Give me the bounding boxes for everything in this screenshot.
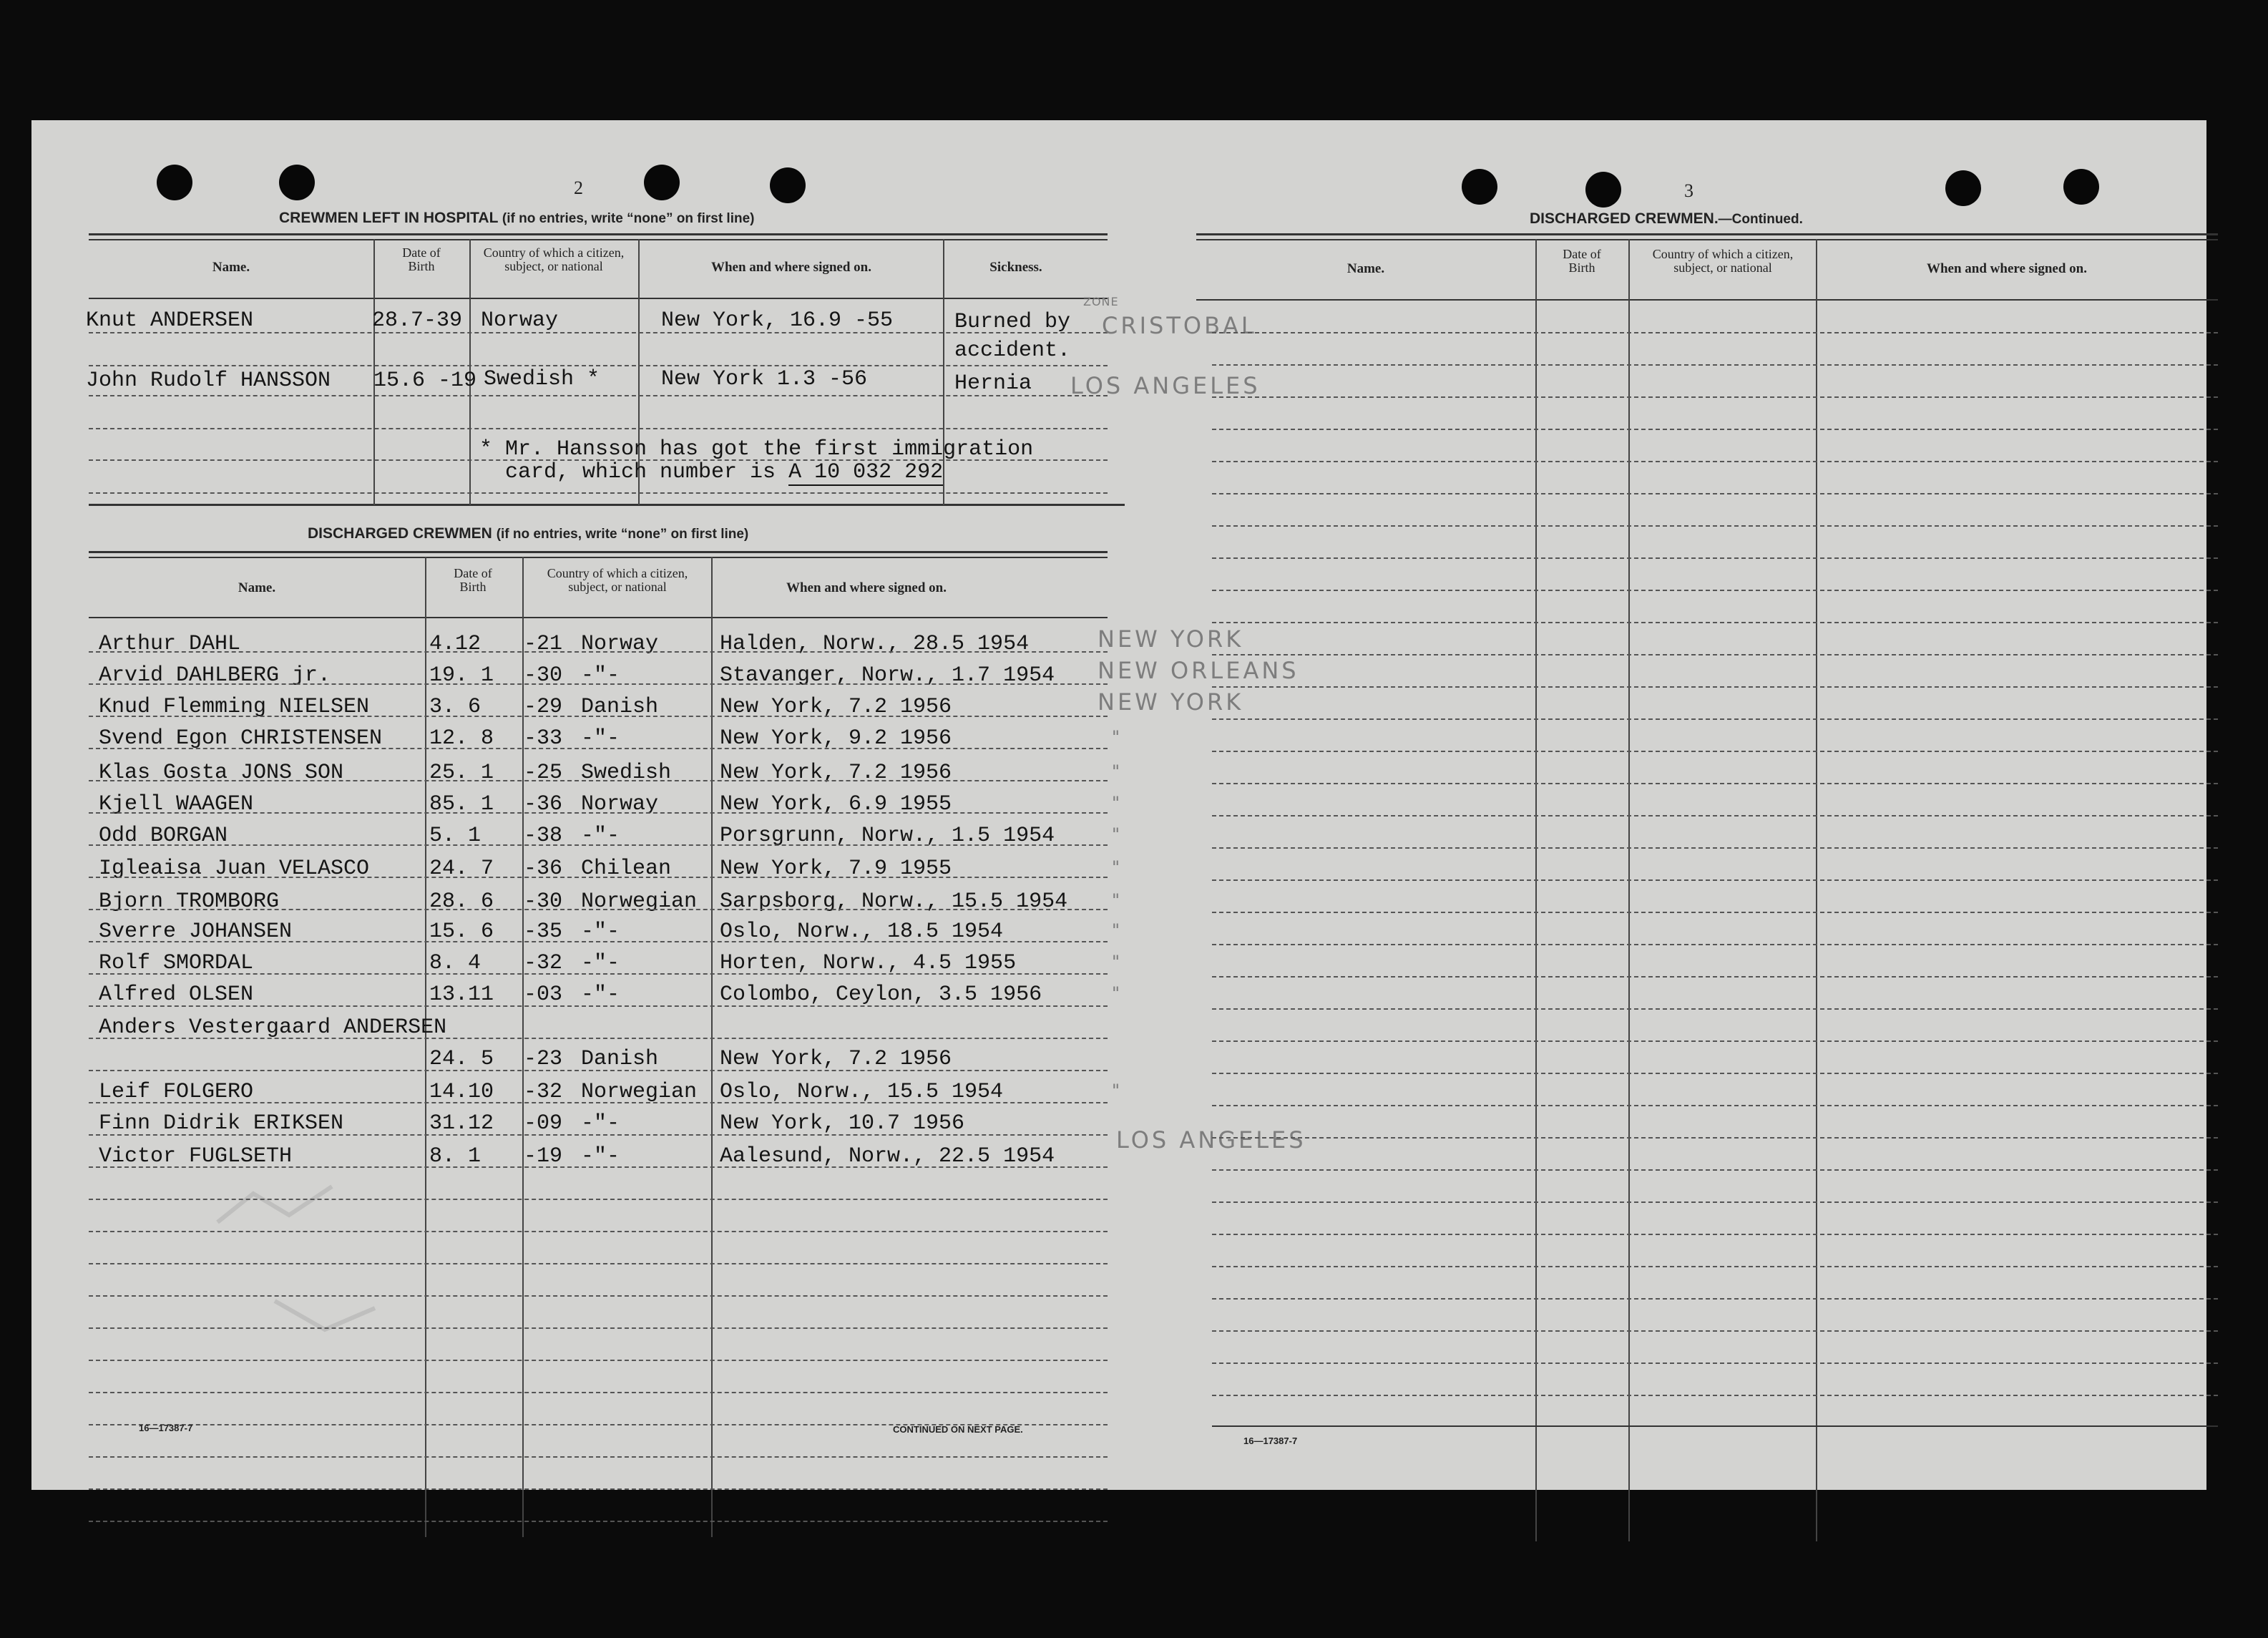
dotted-rule <box>1212 1105 2218 1106</box>
country: -"- <box>581 983 620 1007</box>
country: -"- <box>581 951 620 975</box>
column-divider <box>711 557 713 1537</box>
rule <box>89 504 1125 506</box>
date-of-birth-day-month: 25. 1 <box>429 761 494 785</box>
dotted-rule <box>1212 1008 2218 1010</box>
footnote-text: card, which number is <box>505 460 789 484</box>
crew-name: Bjorn TROMBORG <box>99 889 280 914</box>
rule <box>89 557 1108 558</box>
date-of-birth-day-month: 24. 5 <box>429 1047 494 1071</box>
header-name: Name. <box>238 580 276 595</box>
dotted-rule <box>1212 944 2218 945</box>
handwritten-port-note: NEW YORK <box>1098 625 1244 653</box>
crew-name: Alfred OLSEN <box>99 983 254 1007</box>
faded-stamp-mark <box>210 1179 339 1237</box>
rule <box>89 233 1108 235</box>
date-of-birth-day-month: 85. 1 <box>429 792 494 816</box>
punch-hole <box>157 165 192 200</box>
dotted-rule <box>1212 654 2218 655</box>
form-number: 16—17387-7 <box>139 1423 193 1433</box>
punch-hole <box>644 165 680 200</box>
handwritten-port-note: LOS ANGELES <box>1070 372 1261 399</box>
dotted-rule <box>1212 1362 2218 1364</box>
discharged-section-title <box>308 525 748 542</box>
punch-hole <box>279 165 315 200</box>
signed-on: New York, 7.2 1956 <box>720 695 952 719</box>
rule <box>89 551 1108 553</box>
immigration-card-number: A 10 032 292 <box>788 460 944 484</box>
rule <box>1212 1425 2218 1427</box>
crew-name: Finn Didrik ERIKSEN <box>99 1111 344 1136</box>
dotted-rule <box>1212 429 2218 430</box>
header-name: Name. <box>1346 261 1385 276</box>
dotted-rule <box>89 1295 1108 1297</box>
right-page-number: 3 <box>1684 180 1693 201</box>
dotted-rule <box>89 683 1108 685</box>
country: Swedish * <box>484 367 600 391</box>
crew-name: Arthur DAHL <box>99 632 241 656</box>
date-of-birth-year: -36 <box>524 857 563 881</box>
date-of-birth-year: -25 <box>524 761 563 785</box>
dotted-rule <box>89 651 1108 653</box>
country: -"- <box>581 824 620 848</box>
crew-name: Victor FUGLSETH <box>99 1144 293 1169</box>
faded-stamp-mark <box>268 1287 396 1344</box>
handwritten-port-note: " <box>1112 1081 1123 1101</box>
dotted-rule <box>1212 1201 2218 1203</box>
handwritten-port-note: " <box>1112 761 1123 781</box>
punch-hole <box>1945 170 1981 206</box>
sickness: Hernia <box>954 371 1032 396</box>
dotted-rule <box>1212 847 2218 849</box>
handwritten-port-note: NEW YORK <box>1098 688 1244 716</box>
date-of-birth-year: -19 <box>524 1144 563 1169</box>
dotted-rule <box>1212 912 2218 913</box>
dotted-rule <box>1212 493 2218 494</box>
date-of-birth-day-month: 31.12 <box>429 1111 494 1136</box>
country: Norway <box>581 792 659 816</box>
signed-on: New York, 6.9 1955 <box>720 792 952 816</box>
sickness: Burned by <box>954 310 1071 334</box>
dotted-rule <box>1212 1266 2218 1267</box>
column-divider <box>943 239 944 505</box>
handwritten-port-note: " <box>1112 952 1123 972</box>
signed-on: Aalesund, Norw., 22.5 1954 <box>720 1144 1055 1169</box>
country: -"- <box>581 1144 620 1169</box>
header-country: Country of which a citizen, subject, or national <box>483 245 625 273</box>
dotted-rule <box>89 1166 1108 1168</box>
date-of-birth-day-month: 12. 8 <box>429 726 494 751</box>
signed-on: Colombo, Ceylon, 3.5 1956 <box>720 983 1042 1007</box>
crew-name: Leif FOLGERO <box>99 1080 254 1104</box>
country: -"- <box>581 663 620 688</box>
dotted-rule <box>1212 525 2218 527</box>
rule <box>1196 299 2218 301</box>
date-of-birth-year: -30 <box>524 663 563 688</box>
signed-on: Halden, Norw., 28.5 1954 <box>720 632 1030 656</box>
signed-on: Porsgrunn, Norw., 1.5 1954 <box>720 824 1055 848</box>
dotted-rule <box>89 1488 1108 1490</box>
dotted-rule <box>1212 976 2218 978</box>
hospital-title-instruction: (if no entries, write “none” on first line) <box>502 211 755 226</box>
dotted-rule <box>1212 364 2218 366</box>
dotted-rule <box>89 492 1108 494</box>
country: Norwegian <box>581 889 698 914</box>
country: -"- <box>581 1111 620 1136</box>
dotted-rule <box>89 1327 1108 1329</box>
dotted-rule <box>89 1360 1108 1361</box>
country: Norwegian <box>581 1080 698 1104</box>
country: Danish <box>581 695 659 719</box>
country: Swedish <box>581 761 672 785</box>
date-of-birth-year: -38 <box>524 824 563 848</box>
crew-name: Rolf SMORDAL <box>99 951 254 975</box>
dotted-rule <box>1212 1395 2218 1396</box>
dotted-rule <box>89 812 1108 814</box>
rule <box>89 617 1108 618</box>
header-signed: When and where signed on. <box>786 580 947 595</box>
handwritten-port-note: " <box>1112 824 1123 844</box>
header-dob: Date of Birth <box>402 245 441 273</box>
date-of-birth-day-month: 24. 7 <box>429 857 494 881</box>
signed-on: Horten, Norw., 4.5 1955 <box>720 951 1017 975</box>
sickness-continued: accident. <box>954 338 1071 363</box>
signed-on: Oslo, Norw., 15.5 1954 <box>720 1080 1004 1104</box>
dotted-rule <box>1212 1073 2218 1074</box>
header-dob: Date of Birth <box>1563 247 1601 275</box>
date-of-birth-day-month: 15. 6 <box>429 920 494 944</box>
date-of-birth-year: -36 <box>524 792 563 816</box>
date-of-birth-day-month: 28. 6 <box>429 889 494 914</box>
signed-on: New York, 9.2 1956 <box>720 726 952 751</box>
discharged-title-instruction: (if no entries, write “none” on first line) <box>496 527 749 542</box>
hospital-title-text: CREWMEN LEFT IN HOSPITAL <box>279 210 499 226</box>
header-signed: When and where signed on. <box>710 260 871 275</box>
date-of-birth-year: -32 <box>524 951 563 975</box>
dotted-rule <box>89 1070 1108 1071</box>
dotted-rule <box>89 748 1108 749</box>
date-of-birth-year: -03 <box>524 983 563 1007</box>
dotted-rule <box>1212 879 2218 881</box>
dotted-rule <box>89 1263 1108 1264</box>
dotted-rule <box>89 1521 1108 1522</box>
date-of-birth-day-month: 8. 1 <box>429 1144 482 1169</box>
country: -"- <box>581 920 620 944</box>
dotted-rule <box>1212 815 2218 816</box>
dotted-rule <box>89 716 1108 717</box>
dotted-rule <box>1212 461 2218 462</box>
handwritten-port-note: CRISTOBAL <box>1102 312 1257 339</box>
date-of-birth-year: -21 <box>524 632 563 656</box>
date-of-birth-day-month: 14.10 <box>429 1080 494 1104</box>
dotted-rule <box>89 1038 1108 1039</box>
signed-on: New York, 7.9 1955 <box>720 857 952 881</box>
date-of-birth-year: -35 <box>524 920 563 944</box>
handwritten-port-note: NEW ORLEANS <box>1098 657 1299 684</box>
date-of-birth-year: -30 <box>524 889 563 914</box>
dotted-rule <box>1212 1298 2218 1300</box>
signed-on: New York, 16.9 -55 <box>661 308 894 333</box>
date-of-birth-year: -09 <box>524 1111 563 1136</box>
footnote-line-1: * Mr. Hansson has got the first immigration <box>479 437 1034 462</box>
dotted-rule <box>89 877 1108 878</box>
date-of-birth-year: -29 <box>524 695 563 719</box>
country: Norway <box>581 632 659 656</box>
date-of-birth-year: -23 <box>524 1047 563 1071</box>
right-section-title <box>1530 210 1803 228</box>
signed-on: Oslo, Norw., 18.5 1954 <box>720 920 1004 944</box>
signed-on: New York, 10.7 1956 <box>720 1111 965 1136</box>
crew-name: Arvid DAHLBERG jr. <box>99 663 331 688</box>
date-of-birth-year: -32 <box>524 1080 563 1104</box>
footnote-line-2 <box>505 461 943 484</box>
crew-name: Knut ANDERSEN <box>86 308 254 333</box>
handwritten-note-small: ZONE <box>1083 295 1119 308</box>
dotted-rule <box>89 1392 1108 1393</box>
signed-on: Stavanger, Norw., 1.7 1954 <box>720 663 1055 688</box>
dotted-rule <box>89 973 1108 975</box>
dotted-rule <box>89 844 1108 846</box>
crew-name: Sverre JOHANSEN <box>99 920 293 944</box>
handwritten-port-note: " <box>1112 793 1123 813</box>
continued-note: CONTINUED ON NEXT PAGE. <box>893 1424 1023 1435</box>
date-of-birth: 15.6 -19 <box>373 369 477 393</box>
crew-name: Knud Flemming NIELSEN <box>99 695 370 719</box>
dotted-rule <box>89 1134 1108 1136</box>
column-divider <box>1535 239 1537 1541</box>
dotted-rule <box>1212 557 2218 559</box>
date-of-birth-day-month: 3. 6 <box>429 695 482 719</box>
dotted-rule <box>1212 590 2218 591</box>
country: Danish <box>581 1047 659 1071</box>
column-divider <box>1628 239 1630 1541</box>
right-title-suffix: —Continued. <box>1718 212 1803 227</box>
handwritten-port-note: " <box>1112 727 1123 747</box>
signed-on: New York, 7.2 1956 <box>720 1047 952 1071</box>
punch-hole <box>2063 169 2099 205</box>
handwritten-port-note: " <box>1112 890 1123 910</box>
dotted-rule <box>1212 622 2218 623</box>
dotted-rule <box>89 365 1108 366</box>
country: Chilean <box>581 857 672 881</box>
right-title-text: DISCHARGED CREWMEN. <box>1530 210 1719 227</box>
dotted-rule <box>89 1005 1108 1007</box>
crew-name: Klas Gosta JONS SON <box>99 761 344 785</box>
dotted-rule <box>1212 686 2218 688</box>
dotted-rule <box>1212 1137 2218 1139</box>
signed-on: New York, 7.2 1956 <box>720 761 952 785</box>
dotted-rule <box>1212 1330 2218 1332</box>
crew-name: Svend Egon CHRISTENSEN <box>99 726 383 751</box>
document-sheet <box>31 120 2206 1490</box>
hospital-section-title <box>279 210 754 227</box>
header-signed: When and where signed on. <box>1926 261 2087 276</box>
left-page-number: 2 <box>574 177 583 198</box>
signed-on: New York 1.3 -56 <box>661 367 868 391</box>
crew-name: Anders Vestergaard ANDERSEN <box>99 1015 447 1040</box>
dotted-rule <box>89 428 1108 429</box>
rule <box>89 298 1108 299</box>
dotted-rule <box>1212 751 2218 752</box>
dotted-rule <box>89 909 1108 910</box>
rule <box>1196 239 2218 240</box>
punch-hole <box>1585 172 1621 208</box>
dotted-rule <box>1212 1040 2218 1042</box>
dotted-rule <box>89 1102 1108 1103</box>
punch-hole <box>1462 169 1497 205</box>
header-country: Country of which a citizen, subject, or national <box>547 566 688 594</box>
dotted-rule <box>1212 396 2218 398</box>
dotted-rule <box>1212 1234 2218 1235</box>
dotted-rule <box>89 941 1108 942</box>
dotted-rule <box>1212 332 2218 333</box>
header-name: Name. <box>212 260 250 275</box>
dotted-rule <box>1212 1169 2218 1171</box>
dotted-rule <box>1212 718 2218 720</box>
date-of-birth-day-month: 5. 1 <box>429 824 482 848</box>
crew-name: Igleaisa Juan VELASCO <box>99 857 370 881</box>
handwritten-port-note: " <box>1112 983 1123 1003</box>
header-dob: Date of Birth <box>454 566 492 594</box>
discharged-title-text: DISCHARGED CREWMEN <box>308 525 492 542</box>
crew-name: John Rudolf HANSSON <box>86 369 331 393</box>
date-of-birth-day-month: 19. 1 <box>429 663 494 688</box>
date-of-birth-day-month: 8. 4 <box>429 951 482 975</box>
crew-name: Kjell WAAGEN <box>99 792 254 816</box>
column-divider <box>1816 239 1817 1541</box>
header-country: Country of which a citizen, subject, or national <box>1652 247 1794 275</box>
handwritten-port-note: " <box>1112 920 1123 940</box>
rule <box>1196 233 2218 235</box>
date-of-birth-year: -33 <box>524 726 563 751</box>
date-of-birth-day-month: 4.12 <box>429 632 482 656</box>
date-of-birth: 28.7-39 <box>372 308 463 333</box>
rule <box>89 239 1108 240</box>
dotted-rule <box>89 1456 1108 1458</box>
form-number: 16—17387-7 <box>1243 1435 1298 1446</box>
header-sickness: Sickness. <box>989 260 1042 275</box>
country: Norway <box>481 308 559 333</box>
date-of-birth-day-month: 13.11 <box>429 983 494 1007</box>
handwritten-port-note: " <box>1112 857 1123 877</box>
dotted-rule <box>89 780 1108 781</box>
country: -"- <box>581 726 620 751</box>
column-divider <box>425 557 426 1537</box>
handwritten-port-note: LOS ANGELES <box>1116 1126 1306 1154</box>
punch-hole <box>770 167 806 203</box>
dotted-rule <box>1212 783 2218 784</box>
signed-on: Sarpsborg, Norw., 15.5 1954 <box>720 889 1068 914</box>
crew-name: Odd BORGAN <box>99 824 228 848</box>
